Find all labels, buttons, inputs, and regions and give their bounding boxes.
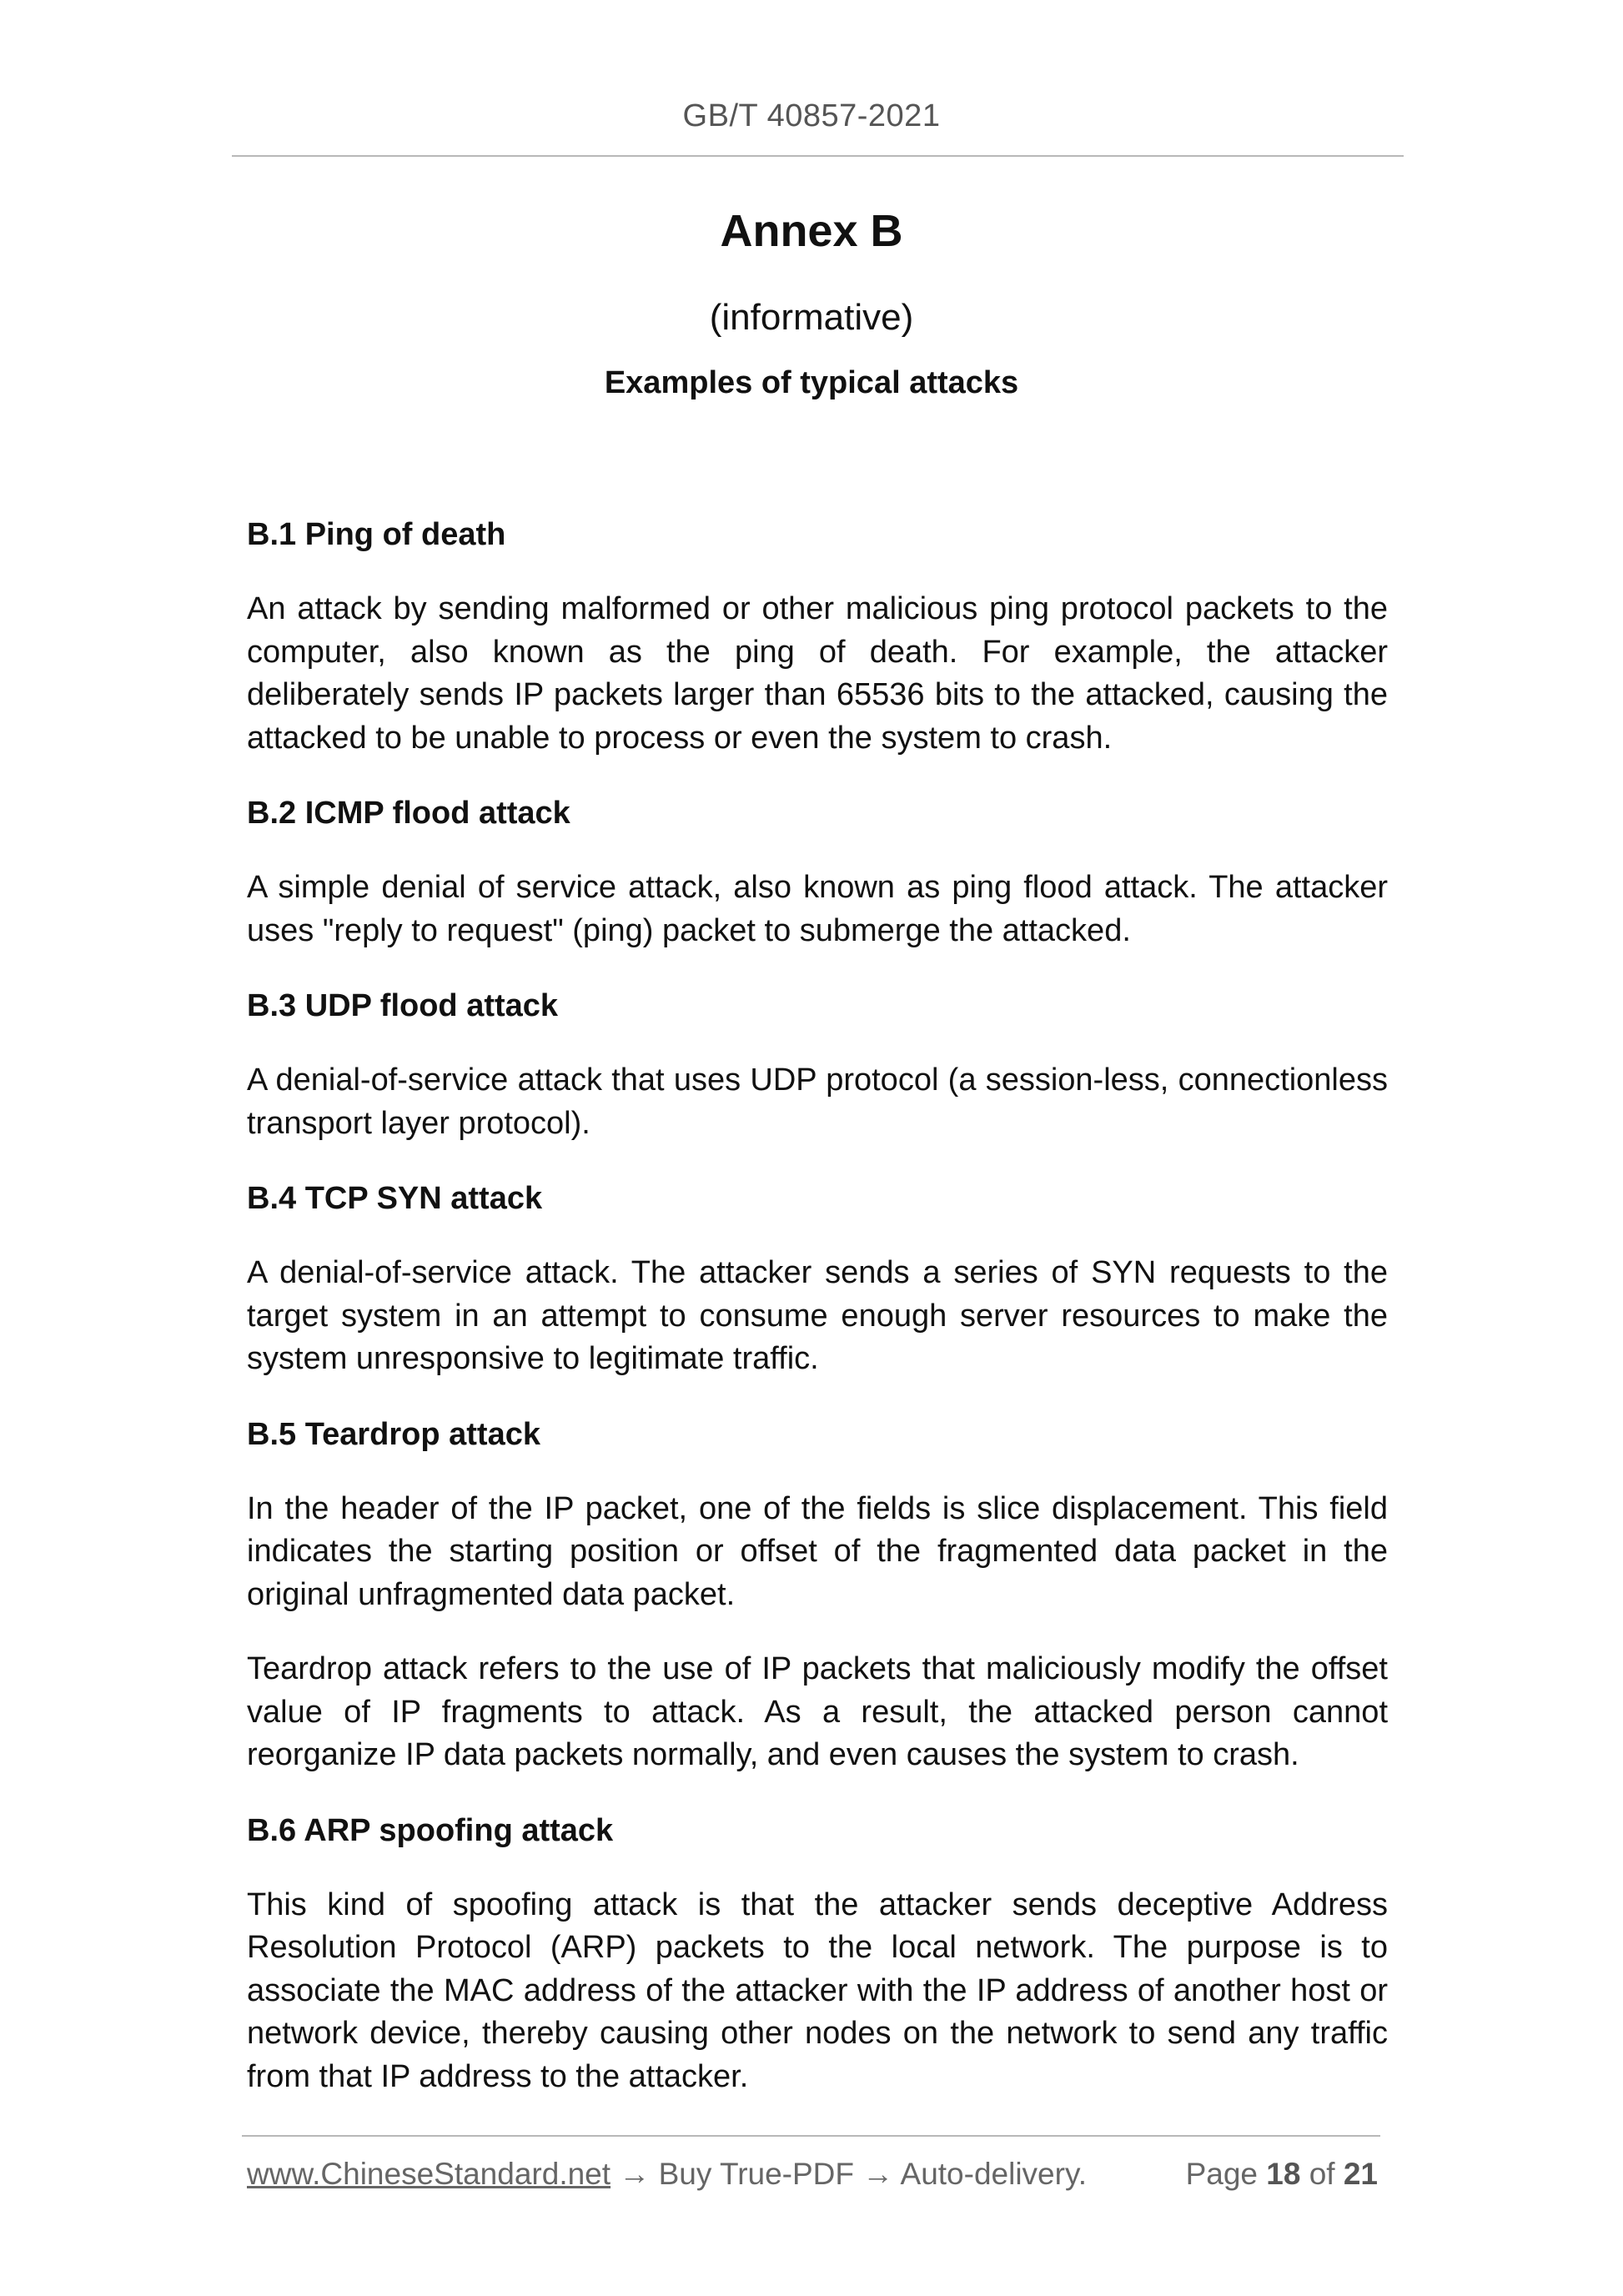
website-link[interactable]: www.ChineseStandard.net bbox=[247, 2157, 611, 2191]
section-b2 bbox=[247, 791, 1388, 952]
section-paragraph: In the header of the IP packet, one of the fields is slice displacement. This field indicates the starting position or offset of the fragmented data packet in the original unfragmented data packet. bbox=[247, 1490, 1388, 1612]
section-paragraph: A simple denial of service attack, also known as ping flood attack. The attacker uses "reply to request" (ping) packet to submerge the attacked. bbox=[247, 870, 1388, 948]
section-b5 bbox=[247, 1413, 1388, 1777]
section-heading: B.5 Teardrop attack bbox=[247, 1416, 540, 1452]
section-heading: B.3 UDP flood attack bbox=[247, 988, 559, 1023]
page-of-label: of bbox=[1309, 2157, 1335, 2191]
annex-title: Annex B bbox=[720, 206, 903, 256]
section-heading: B.2 ICMP flood attack bbox=[247, 796, 570, 831]
section-b3 bbox=[247, 984, 1388, 1145]
section-paragraph: An attack by sending malformed or other malicious ping protocol packets to the computer, also known as the ping of death. For example, the attacker deliberately sends IP packets larger than 65536 bits to the attacked, causing the attacked to be unable to process or even the system to crash. bbox=[247, 591, 1388, 756]
annex-caption: Examples of typical attacks bbox=[604, 365, 1019, 400]
section-b1 bbox=[247, 513, 1388, 760]
page-total: 21 bbox=[1343, 2157, 1378, 2191]
header-divider bbox=[232, 155, 1404, 157]
document-code-header: GB/T 40857-2021 bbox=[682, 98, 941, 133]
section-paragraph: A denial-of-service attack that uses UDP protocol (a session-less, connectionless transport layer protocol). bbox=[247, 1063, 1388, 1141]
section-b6 bbox=[247, 1809, 1388, 2099]
section-heading: B.4 TCP SYN attack bbox=[247, 1181, 543, 1216]
section-heading: B.1 Ping of death bbox=[247, 517, 506, 552]
section-paragraph: A denial-of-service attack. The attacker sends a series of SYN requests to the target system in an attempt to consume enough server resources to make the system unresponsive to legitimate traffic. bbox=[247, 1255, 1388, 1376]
page-label: Page bbox=[1185, 2157, 1258, 2191]
annex-subtitle: (informative) bbox=[709, 297, 914, 338]
page-current: 18 bbox=[1266, 2157, 1301, 2191]
page-indicator bbox=[1186, 2157, 1378, 2192]
section-b4 bbox=[247, 1177, 1388, 1381]
page-footer bbox=[247, 2157, 1378, 2198]
footer-tagline: → Buy True-PDF → Auto-delivery. bbox=[611, 2157, 1087, 2191]
section-paragraph: Teardrop attack refers to the use of IP packets that maliciously modify the offset value of IP fragments to attack. As a result, the attacked person cannot reorganize IP data packets normally, and even causes the system to crash. bbox=[247, 1651, 1388, 1772]
annex-body bbox=[247, 513, 1388, 2130]
footer-promo bbox=[247, 2157, 1087, 2192]
section-heading: B.6 ARP spoofing attack bbox=[247, 1812, 614, 1848]
section-paragraph: This kind of spoofing attack is that the attacker sends deceptive Address Resolution Protocol (ARP) packets to the local network. The purpose is to associate the MAC address of the attacker with the IP address of another host or network device, thereby causing other nodes on the network to send any traffic from that IP address to the attacker. bbox=[247, 1887, 1388, 2094]
footer-divider bbox=[242, 2135, 1380, 2137]
